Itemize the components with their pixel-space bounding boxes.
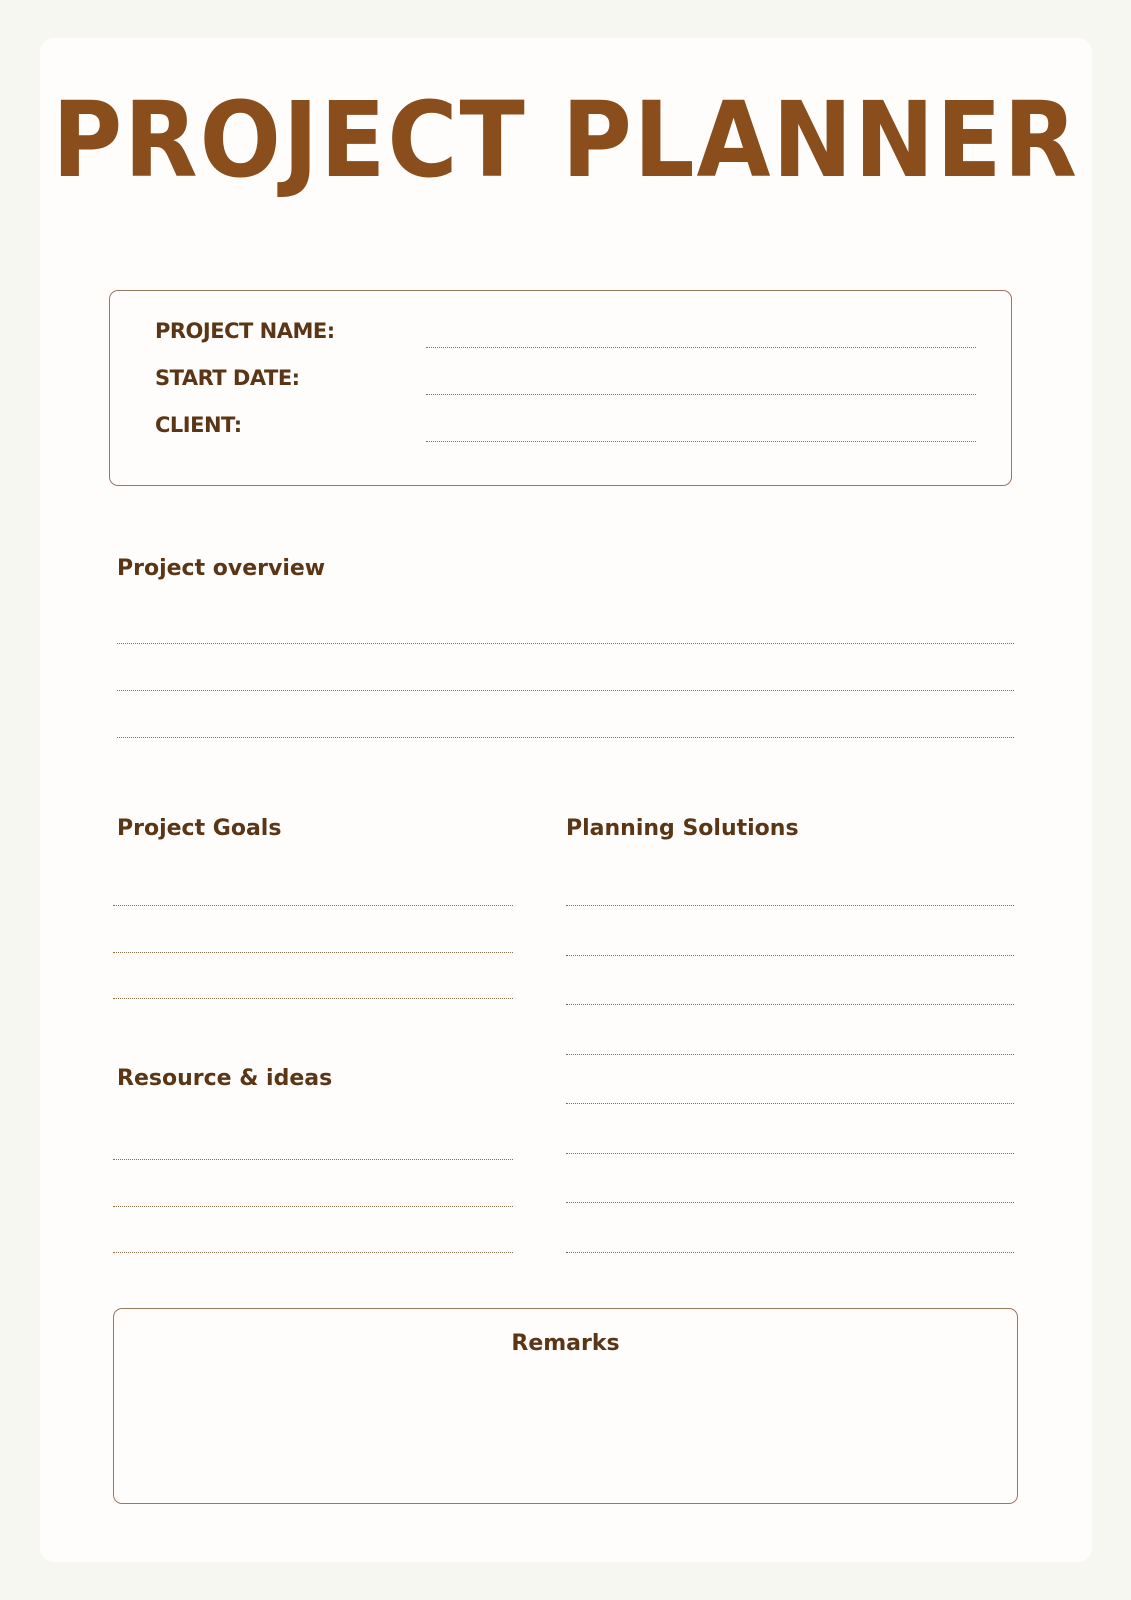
solutions-line-7[interactable] bbox=[566, 1202, 1014, 1203]
project-info-box bbox=[109, 290, 1012, 486]
project-overview-heading: Project overview bbox=[117, 556, 326, 581]
goals-line-1[interactable] bbox=[113, 905, 513, 906]
solutions-line-4[interactable] bbox=[566, 1054, 1014, 1055]
remarks-heading: Remarks bbox=[511, 1331, 620, 1356]
resources-line-1[interactable] bbox=[113, 1159, 513, 1160]
remarks-box[interactable] bbox=[113, 1308, 1018, 1504]
client-field[interactable] bbox=[426, 441, 976, 442]
resources-line-3[interactable] bbox=[113, 1252, 513, 1253]
solutions-line-2[interactable] bbox=[566, 955, 1014, 956]
project-name-field[interactable] bbox=[426, 347, 976, 348]
start-date-label: START DATE: bbox=[155, 366, 300, 390]
solutions-line-8[interactable] bbox=[566, 1252, 1014, 1253]
overview-line-1[interactable] bbox=[117, 643, 1014, 644]
goals-line-2[interactable] bbox=[113, 952, 513, 953]
client-label: CLIENT: bbox=[155, 413, 242, 437]
solutions-line-3[interactable] bbox=[566, 1004, 1014, 1005]
resources-line-2[interactable] bbox=[113, 1206, 513, 1207]
solutions-line-1[interactable] bbox=[566, 905, 1014, 906]
resource-ideas-heading: Resource & ideas bbox=[117, 1066, 333, 1091]
page-title: PROJECT PLANNER bbox=[52, 79, 1079, 201]
planning-solutions-heading: Planning Solutions bbox=[566, 816, 799, 841]
goals-line-3[interactable] bbox=[113, 998, 513, 999]
start-date-field[interactable] bbox=[426, 394, 976, 395]
project-name-label: PROJECT NAME: bbox=[155, 319, 335, 343]
overview-line-2[interactable] bbox=[117, 690, 1014, 691]
overview-line-3[interactable] bbox=[117, 737, 1014, 738]
solutions-line-5[interactable] bbox=[566, 1103, 1014, 1104]
solutions-line-6[interactable] bbox=[566, 1153, 1014, 1154]
project-goals-heading: Project Goals bbox=[117, 816, 282, 841]
